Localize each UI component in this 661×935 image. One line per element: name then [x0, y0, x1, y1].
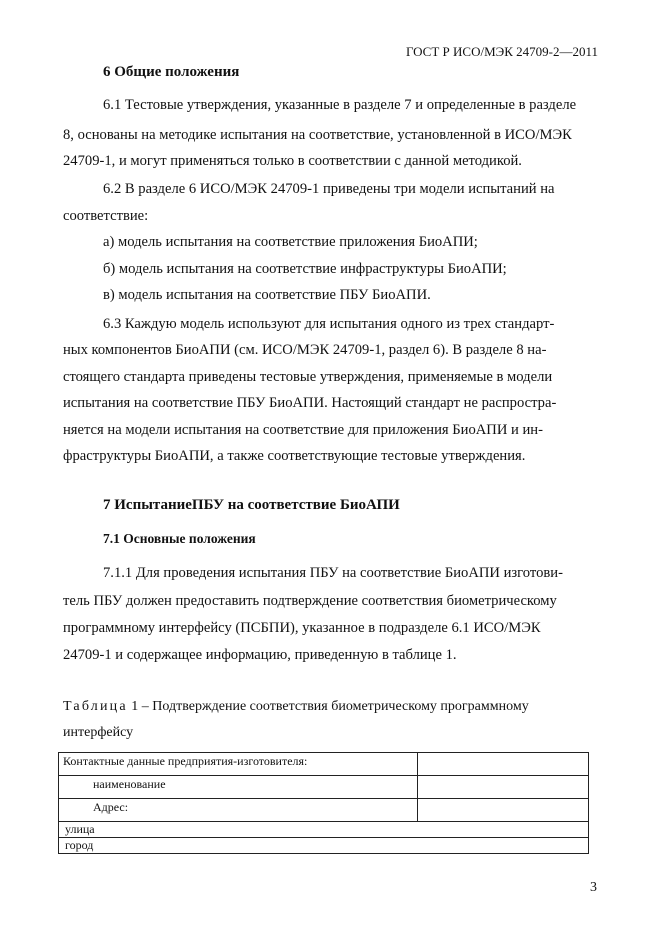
table-row [59, 822, 589, 838]
table-row [59, 753, 589, 776]
para-6-3-line-1: 6.3 Каждую модель используют для испытания одного из трех стандарт- [103, 316, 555, 332]
table-cell: Контактные данные предприятия-изготовителя: [59, 753, 418, 776]
table-1-caption [63, 699, 529, 715]
list-item-a: а) модель испытания на соответствие приложения БиоАПИ; [103, 234, 478, 250]
section-6-title: 6 Общие положения [103, 64, 240, 80]
table-caption-text: 1 – Подтверждение соответствия биометрическому программному [127, 699, 529, 714]
table-cell: наименование [59, 776, 418, 799]
page-number: 3 [590, 880, 597, 895]
para-7-1-1-line-3: программному интерфейсу (ПСБПИ), указанное в подразделе 6.1 ИСО/МЭК [63, 620, 541, 636]
para-6-3-line-5: няется на модели испытания на соответствие для приложения БиоАПИ и ин- [63, 422, 543, 438]
para-7-1-1-line-2: тель ПБУ должен предоставить подтверждение соответствия биометрическому [63, 593, 557, 609]
table-1 [58, 752, 589, 854]
subsection-7-1-title: 7.1 Основные положения [103, 531, 256, 546]
para-6-3-line-4: испытания на соответствие ПБУ БиоАПИ. Настоящий стандарт не распростра- [63, 395, 557, 411]
para-6-1-line-3: 24709-1, и могут применяться только в соответствии с данной методикой. [63, 153, 522, 169]
para-6-1-line-1: 6.1 Тестовые утверждения, указанные в разделе 7 и определенные в разделе [103, 97, 577, 113]
para-6-2-line-1: 6.2 В разделе 6 ИСО/МЭК 24709-1 приведены три модели испытаний на [103, 181, 555, 197]
table-cell-value [418, 753, 589, 776]
table-cell: город [59, 838, 589, 854]
document-header: ГОСТ Р ИСО/МЭК 24709-2—2011 [405, 44, 598, 59]
table-cell-value [418, 799, 589, 822]
table-cell-value [418, 776, 589, 799]
list-item-c: в) модель испытания на соответствие ПБУ БиоАПИ. [103, 287, 431, 303]
para-6-3-line-6: фраструктуры БиоАПИ, а также соответствующие тестовые утверждения. [63, 448, 526, 464]
para-6-2-line-2: соответствие: [63, 208, 149, 224]
table-caption-label: Таблица [63, 699, 128, 714]
para-7-1-1-line-1: 7.1.1 Для проведения испытания ПБУ на соответствие БиоАПИ изготови- [103, 565, 563, 581]
table-row [59, 799, 589, 822]
table-cell: Адрес: [59, 799, 418, 822]
table-row [59, 776, 589, 799]
para-6-3-line-3: стоящего стандарта приведены тестовые утверждения, применяемые в модели [63, 369, 553, 385]
list-item-b: б) модель испытания на соответствие инфраструктуры БиоАПИ; [103, 261, 507, 277]
table-1-caption-line-2: интерфейсу [63, 725, 134, 740]
table-row [59, 838, 589, 854]
para-6-1-line-2: 8, основаны на методике испытания на соответствие, установленной в ИСО/МЭК [63, 127, 572, 143]
section-7-title: 7 ИспытаниеПБУ на соответствие БиоАПИ [103, 497, 400, 513]
para-7-1-1-line-4: 24709-1 и содержащее информацию, приведенную в таблице 1. [63, 647, 457, 663]
para-6-3-line-2: ных компонентов БиоАПИ (см. ИСО/МЭК 24709-1, раздел 6). В разделе 8 на- [63, 342, 547, 358]
table-cell: улица [59, 822, 589, 838]
